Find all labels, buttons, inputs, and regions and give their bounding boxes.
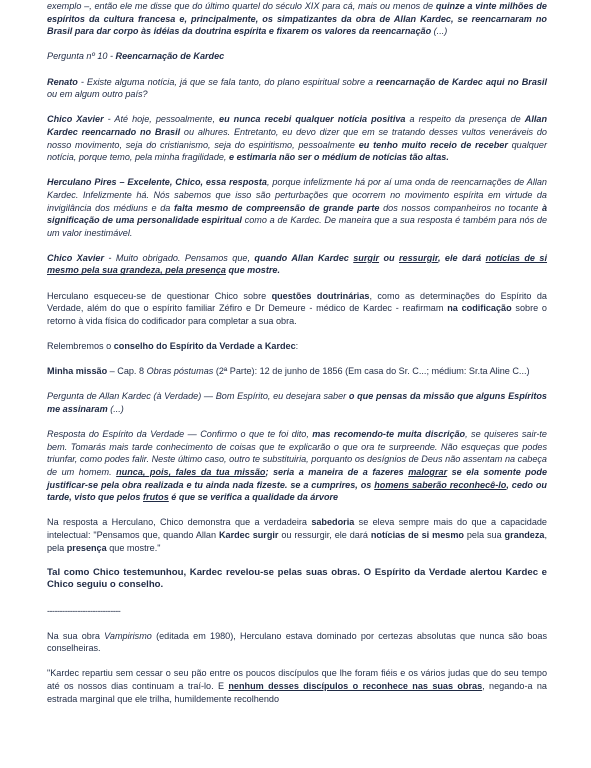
emphasis: presença xyxy=(66,542,107,553)
text: – xyxy=(116,177,128,188)
emphasis-underlined: surgir xyxy=(353,252,380,263)
text: sobre o retorno à vida física do codificador para completar a sua obra. xyxy=(47,303,547,326)
paragraph-chico-1 xyxy=(47,113,547,163)
speaker-name: Renato xyxy=(47,76,78,87)
paragraph-commentary-1 xyxy=(47,290,547,328)
paragraph-commentary-2 xyxy=(47,516,547,554)
text: : xyxy=(295,341,299,352)
paragraph-quote-reincarnation xyxy=(47,0,547,38)
emphasis: conselho do Espírito da Verdade a Kardec xyxy=(113,341,296,352)
emphasis-underlined: nunca, pois, fales da tua missão xyxy=(116,466,266,477)
emphasis: notícias de si mesmo xyxy=(370,529,464,540)
text: , como as determinações do Espírito da Verdade, além do que o espírito familiar Zéfiro e Dr Demeure - médico de Kardec - reafirmam xyxy=(47,290,547,314)
emphasis: quinze a vinte milhões de espíritos da cultura francesa e, principalmente, os simpatizantes da obra de Allan Kardec, se reencarnaram no Brasil para dar corpo às idéias da doutrina espírita e fixarem os valores da reencarnação xyxy=(47,1,547,37)
emphasis: mas recomendo-te muita discrição xyxy=(312,429,466,440)
emphasis: Minha missão xyxy=(47,366,108,377)
speaker-name: Herculano Pires xyxy=(47,177,117,188)
emphasis: quando Allan Kardec xyxy=(254,252,354,263)
text: (...) xyxy=(107,404,124,414)
question-heading xyxy=(47,50,547,63)
emphasis: se ela somente pode justificar-se pela obra realizada e tu ainda nada fizeste. se a cumprires, os xyxy=(47,466,548,490)
emphasis: ou xyxy=(379,252,399,263)
text: ou em algum outro país? xyxy=(47,89,148,100)
emphasis: o que pensas da missão que alguns Espíritos me assinaram xyxy=(47,391,547,414)
emphasis-underlined: homens saberão reconhecê-lo xyxy=(374,479,507,490)
emphasis: , cedo ou tarde, visto que pelos xyxy=(47,479,547,503)
text: , porque infelizmente há por aí uma onda de reencarnações de Allan Kardec. Infelizmente há. Nós sabemos que isso são perturbações que ocorrem no movimento espírita em virtude da invigilância dos médiuns e da xyxy=(47,177,547,213)
book-title: Obras póstumas xyxy=(146,366,214,377)
paragraph-conclusion xyxy=(47,567,547,592)
paragraph-quote-kardec xyxy=(47,667,547,705)
speaker-name: Chico Xavier xyxy=(47,252,104,263)
emphasis: é que se verifica a qualidade da árvore xyxy=(168,492,339,503)
text: (editada em 1980), Herculano estava dominado por certezas absolutas que nunca são boas conselheiras. xyxy=(47,630,547,654)
text: (2ª Parte): 12 de junho de 1856 (Em casa do Sr. C...; médium: Sr.ta Aline C...) xyxy=(213,366,530,377)
text: como a de Kardec. De maneira que a sua resposta é também para nós de um valor inestimável. xyxy=(47,215,547,238)
emphasis: , ele dará xyxy=(437,252,486,263)
emphasis: grandeza xyxy=(504,529,545,540)
text: Na resposta a Herculano, Chico demonstra que a verdadeira xyxy=(47,517,312,528)
emphasis: falta mesmo de compreensão de grande parte xyxy=(174,202,380,213)
paragraph-kardec-question xyxy=(47,390,547,415)
paragraph-recall xyxy=(47,340,547,353)
text: se eleva sempre mais do que a capacidade intelectual: "Pensamos que, quando Allan xyxy=(47,517,547,540)
speaker-name: Chico Xavier xyxy=(47,114,104,125)
paragraph-spirit-answer xyxy=(47,428,547,504)
paragraph-chico-2 xyxy=(47,252,547,277)
book-title: Vampirismo xyxy=(104,630,152,641)
text: Pergunta de Allan Kardec (à Verdade) — Bom Espírito, eu desejara saber xyxy=(47,391,349,402)
paragraph-renato xyxy=(47,76,547,101)
paragraph-herculano xyxy=(47,176,547,239)
question-title: Reencarnação de Kardec xyxy=(115,51,225,62)
text: , negando-a na estrada marginal que ele trilha, humildemente recolhendo xyxy=(47,681,547,704)
text: ou ressurgir, ele dará xyxy=(278,529,371,540)
text: - Muito obrigado. Pensamos que, xyxy=(104,252,255,263)
text: , pela xyxy=(47,529,548,553)
text: (...) xyxy=(431,26,448,37)
emphasis-underlined: nenhum desses discípulos o reconhece nas suas obras xyxy=(228,681,483,692)
emphasis: Allan Kardec reencarnado no Brasil xyxy=(47,114,547,137)
text: Tal como Chico testemunhou, Kardec revelou-se pelas suas obras. O Espírito da Verdade alertou Kardec e Chico seguiu o conselho. xyxy=(47,566,547,591)
text: – Cap. 8 xyxy=(107,366,147,377)
emphasis-underlined: notícias de si mesmo pela sua grandeza, pela presença xyxy=(47,252,548,276)
document-body xyxy=(47,0,547,718)
emphasis: na codificação xyxy=(447,303,512,314)
text: ou alhures. Entretanto, eu devo dizer que em se tratando desses vultos veneráveis do nosso movimento, seja do cristianismo, seja do espiritismo, pessoalmente xyxy=(47,126,547,150)
text: exemplo –, então ele me disse que do último quartel do século XIX para cá, mais ou menos de xyxy=(47,1,436,11)
emphasis: sabedoria xyxy=(311,517,355,528)
text: - Até hoje, pessoalmente, xyxy=(103,114,220,125)
text: , se quiseres sair-te bem. Tomarás mais tarde conhecimento de coisas que te explicarão o que ora te surpreende. Não esqueças que podes triunfar, como podes falir. Neste último caso, outro te substituiria, porquanto os desígnios de Deus não assentam na cabeça de um homem. xyxy=(47,429,547,477)
emphasis-underlined: frutos xyxy=(143,492,169,503)
emphasis: eu nunca recebi qualquer notícia positiva xyxy=(219,114,406,125)
emphasis: Kardec surgir xyxy=(218,529,279,540)
emphasis-underlined: ressurgir xyxy=(399,252,438,263)
text: - Existe alguma notícia, já que se fala tanto, do plano espiritual sobre a xyxy=(77,76,377,87)
text: que mostre." xyxy=(106,542,161,553)
emphasis: ; seria a maneira de a fazeres xyxy=(265,466,409,477)
text: pela sua xyxy=(463,529,505,540)
text: Herculano esqueceu-se de questionar Chico sobre xyxy=(47,290,272,301)
emphasis-underlined: malograr xyxy=(408,466,448,477)
emphasis: questões doutrinárias xyxy=(271,290,370,301)
paragraph-mission-reference xyxy=(47,365,547,378)
section-separator: ----------------------------- xyxy=(47,605,121,616)
emphasis: eu tenho muito receio de receber xyxy=(358,139,508,150)
emphasis: e estimaria não ser o médium de notícias tão altas. xyxy=(229,152,449,163)
text: Resposta do Espírito da Verdade — Confirmo o que te foi dito, xyxy=(47,429,313,440)
text: "Kardec repartiu sem cessar o seu pão entre os poucos discípulos que lhe foram fiéis e os vários judas que do seu tempo até os nossos dias continuam a traí-lo. E xyxy=(47,668,547,692)
text: qualquer notícia, porque temo, pela minha fragilidade, xyxy=(47,139,548,163)
emphasis: à significação de uma personalidade espiritual xyxy=(47,202,547,226)
emphasis: Excelente, Chico, essa resposta xyxy=(127,177,267,188)
text: Na sua obra xyxy=(47,630,105,641)
paragraph-vampirismo xyxy=(47,630,547,655)
emphasis: reencarnação de Kardec aqui no Brasil xyxy=(376,76,547,87)
text: a respeito da presença de xyxy=(405,114,525,125)
emphasis: que mostre. xyxy=(225,265,281,276)
question-number: Pergunta nº 10 - xyxy=(47,51,116,62)
text: Relembremos o xyxy=(47,341,114,352)
text: dos nossos companheiros no tocante xyxy=(379,202,542,213)
